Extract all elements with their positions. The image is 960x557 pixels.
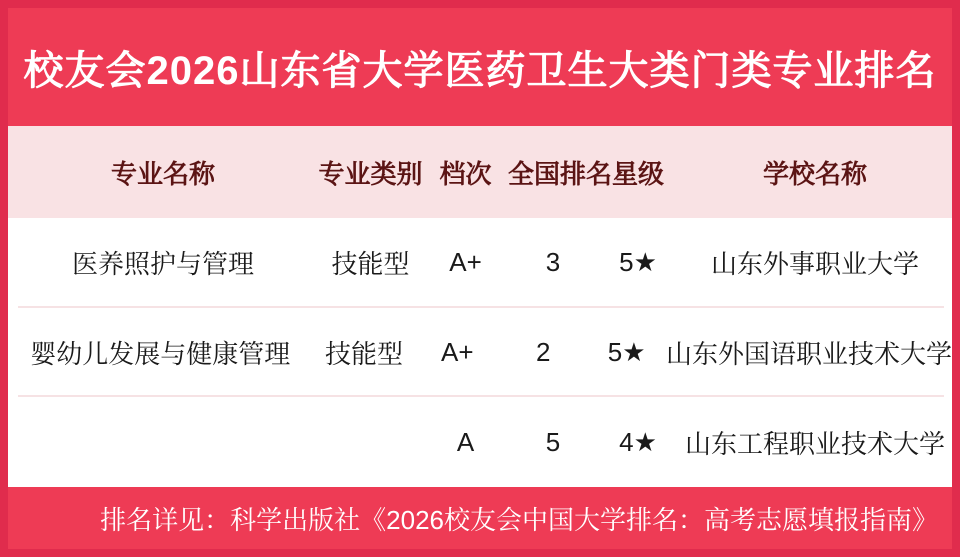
column-header-grade: 档次 xyxy=(439,158,492,189)
cell-grade: A xyxy=(456,426,475,457)
footer-banner xyxy=(8,487,952,549)
footer-note: 排名详见：科学出版社《2026校友会中国大学排名：高考志愿填报指南》 xyxy=(100,504,938,535)
table-row xyxy=(8,308,952,398)
table-row xyxy=(8,218,952,308)
cell-stars: 5★ xyxy=(619,247,657,278)
page-title: 校友会2026山东省大学医药卫生大类门类专业排名 xyxy=(23,48,937,93)
cell-national-rank: 2 xyxy=(535,337,551,367)
cell-category: 技能型 xyxy=(331,249,410,280)
cell-school: 山东外国语职业技术大学 xyxy=(665,339,952,369)
cell-category: 技能型 xyxy=(324,339,403,369)
column-header-category: 专业类别 xyxy=(318,158,423,189)
cell-major: 医养照护与管理 xyxy=(71,249,254,280)
column-header-national-rank: 全国排名 xyxy=(508,158,613,189)
cell-grade: A+ xyxy=(449,247,482,278)
column-header-stars: 星级 xyxy=(611,158,664,189)
cell-stars: 5★ xyxy=(607,337,646,367)
column-header-major: 专业名称 xyxy=(110,158,215,189)
table-header-row xyxy=(8,126,952,218)
cell-grade: A+ xyxy=(441,337,474,367)
cell-major: 婴幼儿发展与健康管理 xyxy=(30,339,291,369)
title-banner xyxy=(8,8,952,126)
table-row xyxy=(8,397,952,487)
column-header-school: 学校名称 xyxy=(762,158,867,189)
table-body xyxy=(8,218,952,487)
cell-school: 山东外事职业大学 xyxy=(710,249,919,280)
cell-national-rank: 5 xyxy=(545,426,561,457)
cell-stars: 4★ xyxy=(619,426,657,457)
cell-school: 山东工程职业技术大学 xyxy=(684,428,945,459)
cell-national-rank: 3 xyxy=(545,247,561,278)
